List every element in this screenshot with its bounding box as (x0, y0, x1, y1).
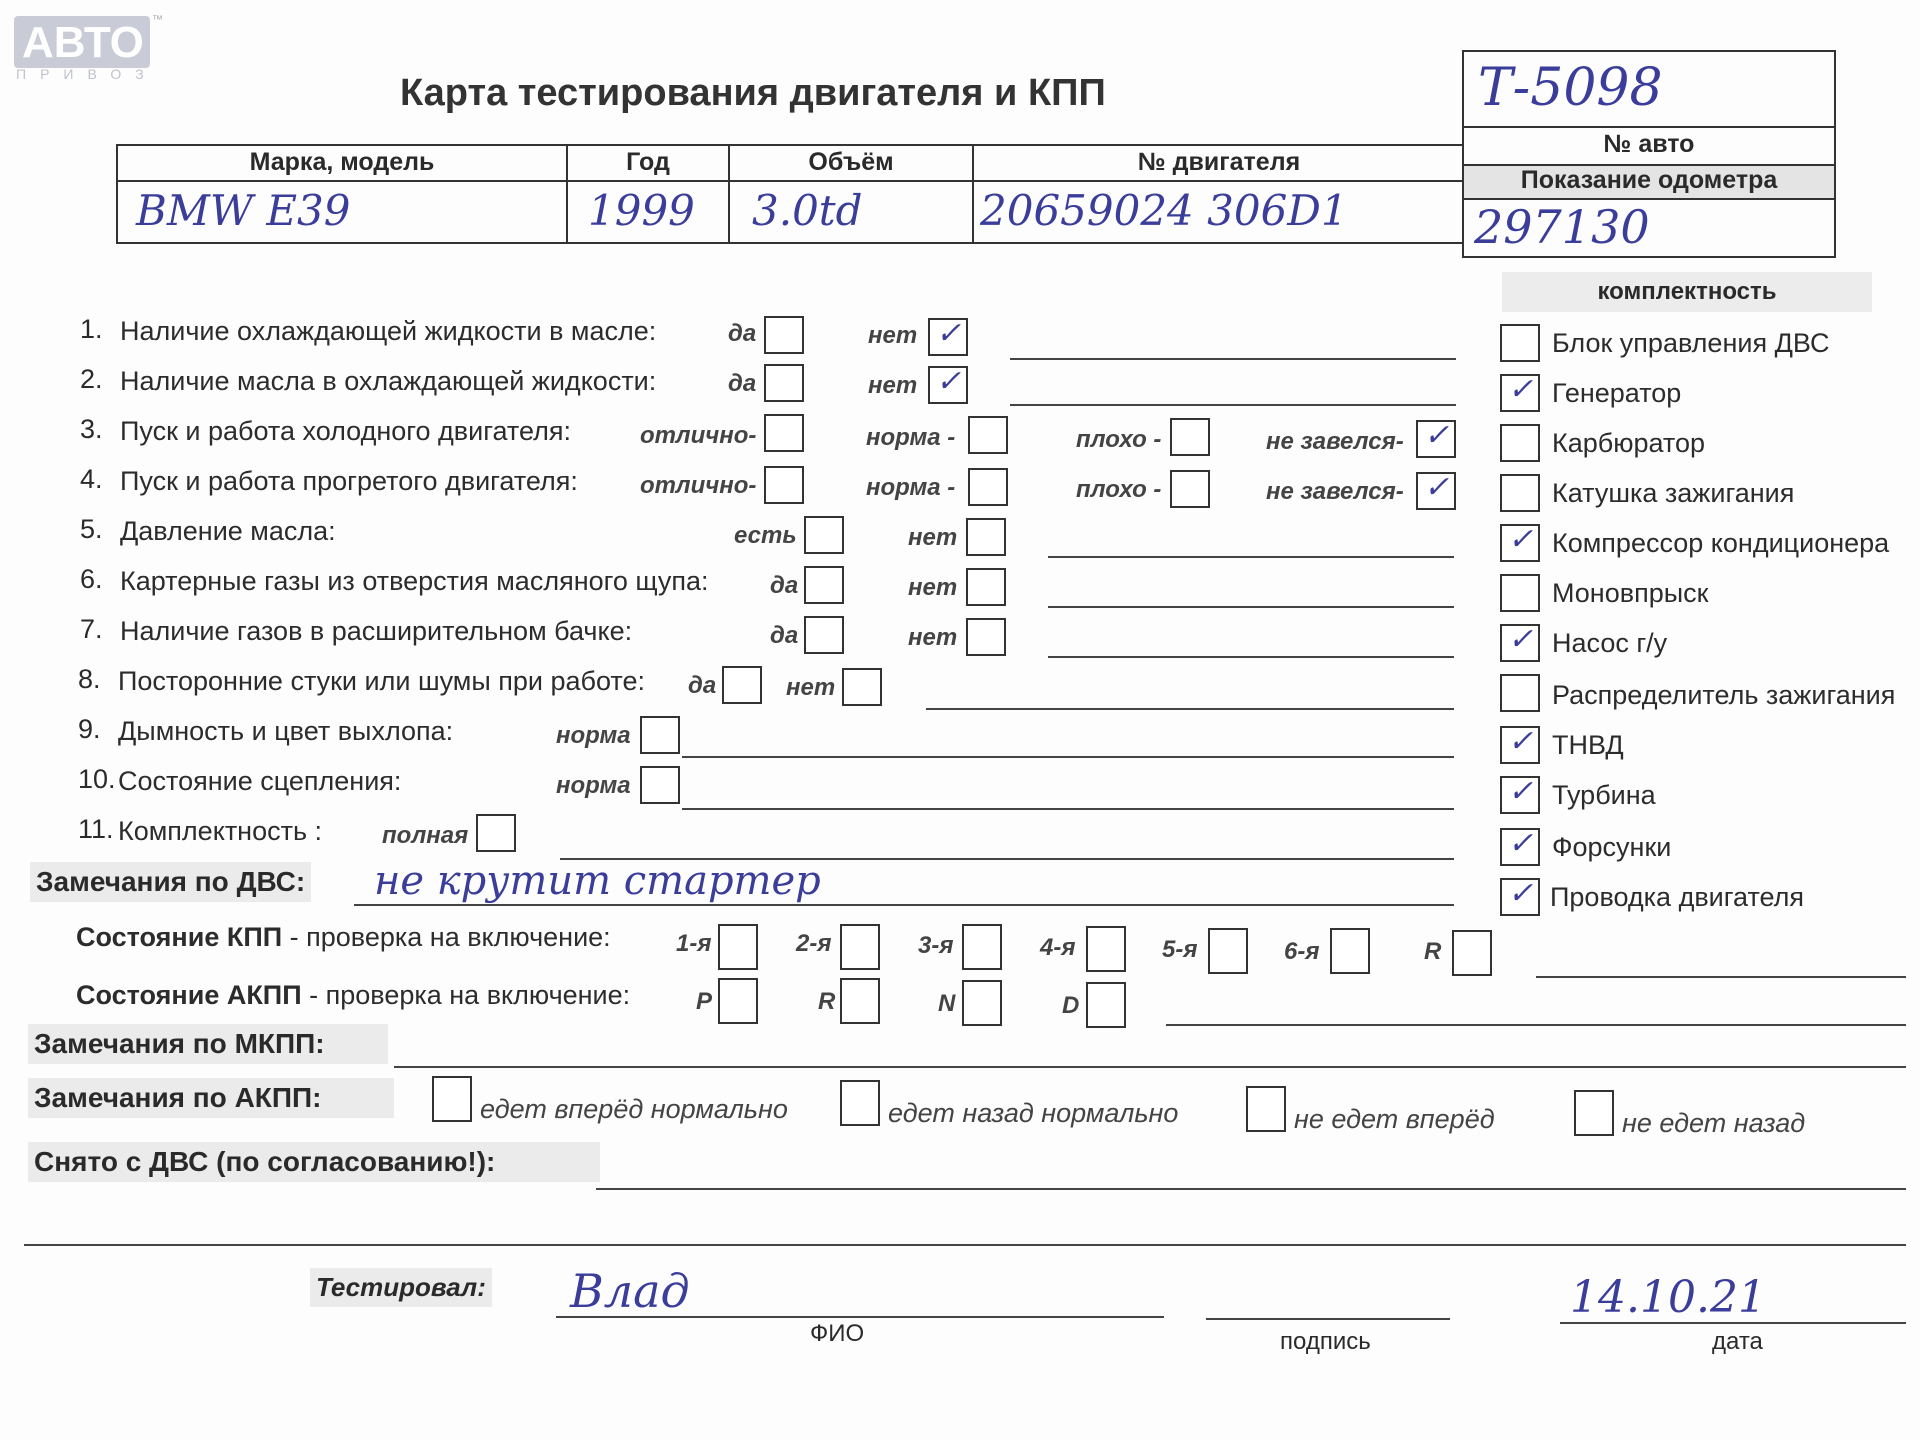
row-6-yes-checkbox[interactable] (804, 566, 844, 604)
car-number-label: № авто (1603, 130, 1695, 158)
row-3-number: 3. (80, 414, 103, 444)
row-8-number: 8. (78, 664, 101, 694)
col-make-model: Марка, модель (249, 148, 435, 176)
car-box (1462, 50, 1836, 258)
akpp-d-checkbox[interactable] (1086, 982, 1126, 1028)
row-3-opt-normal: норма - (866, 424, 956, 451)
gear-6-checkbox[interactable] (1330, 928, 1370, 974)
row-4-no-start-checkbox[interactable] (1416, 472, 1456, 510)
row-10-line (682, 808, 1454, 810)
mkpp-remarks-line (394, 1066, 1906, 1068)
auto-gearbox-label-bold: Состояние АКПП (76, 980, 302, 1010)
row-1-opt-no: нет (868, 322, 918, 349)
completeness-checkbox-0[interactable] (1500, 324, 1540, 362)
row-4-bad-checkbox[interactable] (1170, 470, 1210, 508)
gear-4-checkbox[interactable] (1086, 926, 1126, 972)
removed-label: Снято с ДВС (по согласованию!): (28, 1142, 600, 1182)
row-10-normal-checkbox[interactable] (640, 766, 680, 804)
completeness-label-11: Проводка двигателя (1550, 882, 1804, 912)
row-3-no-start-checkbox[interactable] (1416, 420, 1456, 458)
akpp-no-forward-label: не едет вперёд (1294, 1104, 1495, 1134)
gear-3-label: 3-я (918, 932, 954, 959)
row-4-number: 4. (80, 464, 103, 494)
akpp-p-checkbox[interactable] (718, 978, 758, 1024)
row-5-opt-yes: есть (734, 522, 797, 549)
row-5-opt-no: нет (908, 524, 958, 551)
row-9-number: 9. (78, 714, 101, 744)
row-11-opt-full: полная (382, 822, 469, 849)
completeness-label-2: Карбюратор (1552, 428, 1706, 458)
row-8-opt-no: нет (786, 674, 836, 701)
row-8-opt-yes: да (688, 672, 717, 699)
row-4-normal-checkbox[interactable] (968, 468, 1008, 506)
row-8-label: Посторонние стуки или шумы при работе: (118, 666, 645, 696)
odometer-value: 297130 (1474, 200, 1650, 254)
completeness-label-1: Генератор (1552, 378, 1682, 408)
gear-r-checkbox[interactable] (1452, 930, 1492, 976)
row-7-yes-checkbox[interactable] (804, 616, 844, 654)
row-2-yes-checkbox[interactable] (764, 364, 804, 402)
date-caption: дата (1712, 1328, 1763, 1355)
completeness-checkbox-9[interactable] (1500, 776, 1540, 814)
completeness-checkbox-1[interactable] (1500, 374, 1540, 412)
row-10-label: Состояние сцепления: (118, 766, 402, 796)
row-3-normal-checkbox[interactable] (968, 416, 1008, 454)
row-6-no-checkbox[interactable] (966, 568, 1006, 606)
manual-gearbox-label-bold: Состояние КПП (76, 922, 283, 952)
gear-5-label: 5-я (1162, 936, 1198, 963)
row-11-label: Комплектность : (118, 816, 323, 846)
completeness-checkbox-8[interactable] (1500, 726, 1540, 764)
logo-sub: ПРИВОЗ (16, 66, 158, 82)
col-year: Год (626, 148, 670, 176)
name-caption: ФИО (810, 1320, 865, 1347)
row-5-label: Давление масла: (120, 516, 336, 546)
page-title: Карта тестирования двигателя и КПП (400, 72, 1106, 114)
row-7-opt-yes: да (770, 622, 799, 649)
akpp-d-label: D (1062, 992, 1080, 1019)
row-1-yes-checkbox[interactable] (764, 316, 804, 354)
completeness-checkbox-7[interactable] (1500, 674, 1540, 712)
row-1-number: 1. (80, 314, 103, 344)
row-2-line (1010, 404, 1456, 406)
akpp-p-label: P (696, 988, 713, 1015)
gear-4-label: 4-я (1040, 934, 1076, 961)
row-1-no-checkbox[interactable] (928, 318, 968, 356)
completeness-label-4: Компрессор кондиционера (1552, 528, 1890, 558)
row-3-excellent-checkbox[interactable] (764, 414, 804, 452)
manual-gearbox-label (76, 922, 611, 953)
akpp-no-backward-checkbox[interactable] (1574, 1090, 1614, 1136)
akpp-no-forward-checkbox[interactable] (1246, 1086, 1286, 1132)
row-8-line (926, 708, 1454, 710)
col-engine-number: № двигателя (1137, 148, 1301, 176)
row-2-opt-no: нет (868, 372, 918, 399)
akpp-backward-ok-checkbox[interactable] (840, 1080, 880, 1126)
akpp-n-checkbox[interactable] (962, 980, 1002, 1026)
row-4-opt-no-start: не завелся- (1266, 478, 1404, 505)
gear-1-checkbox[interactable] (718, 924, 758, 970)
completeness-label-7: Распределитель зажигания (1552, 680, 1896, 710)
signature-caption: подпись (1280, 1328, 1371, 1355)
auto-gearbox-label (76, 980, 630, 1011)
akpp-remarks-label: Замечания по АКПП: (28, 1078, 394, 1118)
akpp-r-checkbox[interactable] (840, 978, 880, 1024)
row-3-opt-bad: плохо - (1076, 426, 1162, 453)
akpp-r-label: R (818, 988, 836, 1015)
engine-remarks-line (354, 904, 1454, 906)
gear-6-label: 6-я (1284, 938, 1320, 965)
row-4-label: Пуск и работа прогретого двигателя: (120, 466, 578, 496)
engine-number-value: 20659024 306D1 (980, 186, 1348, 235)
row-4-excellent-checkbox[interactable] (764, 466, 804, 504)
extra-line (24, 1244, 1906, 1246)
row-9-opt-normal: норма (556, 722, 631, 749)
completeness-checkbox-2[interactable] (1500, 424, 1540, 462)
row-4-opt-excellent: отлично- (640, 472, 757, 499)
row-6-line (1048, 606, 1454, 608)
volume-value: 3.0td (752, 186, 863, 235)
completeness-header: комплектность (1502, 272, 1872, 312)
row-6-opt-yes: да (770, 572, 799, 599)
completeness-checkbox-11[interactable] (1500, 878, 1540, 916)
make-model-value: BMW E39 (136, 186, 351, 235)
row-3-bad-checkbox[interactable] (1170, 418, 1210, 456)
row-9-normal-checkbox[interactable] (640, 716, 680, 754)
year-value: 1999 (588, 186, 695, 235)
logo-tm: ™ (152, 14, 163, 26)
gear-2-checkbox[interactable] (840, 924, 880, 970)
akpp-forward-ok-label: едет вперёд нормально (480, 1094, 788, 1124)
row-5-number: 5. (80, 514, 103, 544)
completeness-label-5: Моновпрыск (1552, 578, 1709, 608)
row-2-no-checkbox[interactable] (928, 366, 968, 404)
row-7-opt-no: нет (908, 624, 958, 651)
col-volume: Объём (808, 148, 894, 176)
date-line (1560, 1322, 1906, 1324)
row-10-number: 10. (78, 764, 116, 794)
completeness-checkbox-5[interactable] (1500, 574, 1540, 612)
row-1-line (1010, 358, 1456, 360)
row-9-line (682, 756, 1454, 758)
engine-remarks-label: Замечания по ДВС: (30, 862, 311, 902)
row-7-number: 7. (80, 614, 103, 644)
row-4-opt-bad: плохо - (1076, 476, 1162, 503)
row-6-label: Картерные газы из отверстия масляного щупа: (120, 566, 709, 596)
row-8-no-checkbox[interactable] (842, 668, 882, 706)
row-2-label: Наличие масла в охлаждающей жидкости: (120, 366, 657, 396)
completeness-checkbox-10[interactable] (1500, 828, 1540, 866)
row-8-yes-checkbox[interactable] (722, 666, 762, 704)
tester-name-value: Влад (570, 1264, 690, 1318)
row-2-opt-yes: да (728, 370, 757, 397)
akpp-no-backward-label: не едет назад (1622, 1108, 1806, 1138)
row-4-opt-normal: норма - (866, 474, 956, 501)
row-1-label: Наличие охлаждающей жидкости в масле: (120, 316, 657, 346)
auto-gearbox-line (1166, 1024, 1906, 1026)
date-value: 14.10.21 (1570, 1272, 1766, 1323)
row-5-line (1048, 556, 1454, 558)
row-9-label: Дымность и цвет выхлопа: (118, 716, 454, 746)
logo (14, 14, 163, 68)
car-number-value: Т-5098 (1478, 58, 1663, 118)
tested-by-label: Тестировал: (310, 1268, 492, 1307)
gear-2-label: 2-я (796, 930, 832, 957)
gear-5-checkbox[interactable] (1208, 928, 1248, 974)
row-6-number: 6. (80, 564, 103, 594)
removed-line (596, 1188, 1906, 1190)
row-7-no-checkbox[interactable] (966, 618, 1006, 656)
manual-gearbox-line (1536, 976, 1906, 978)
row-3-opt-excellent: отлично- (640, 422, 757, 449)
row-11-full-checkbox[interactable] (476, 814, 516, 852)
logo-main: АВТО (22, 18, 144, 67)
row-6-opt-no: нет (908, 574, 958, 601)
header-table (116, 144, 1464, 244)
completeness-checkbox-4[interactable] (1500, 524, 1540, 562)
row-10-opt-normal: норма (556, 772, 631, 799)
row-2-number: 2. (80, 364, 103, 394)
completeness-label-3: Катушка зажигания (1552, 478, 1795, 508)
row-1-opt-yes: да (728, 320, 757, 347)
completeness-label-8: ТНВД (1552, 730, 1624, 760)
mkpp-remarks-label: Замечания по МКПП: (28, 1024, 388, 1064)
signature-line (1206, 1318, 1450, 1320)
row-3-opt-no-start: не завелся- (1266, 428, 1404, 455)
engine-remarks-value: не крутит стартер (374, 858, 821, 904)
completeness-label-0: Блок управления ДВС (1552, 328, 1830, 358)
row-7-label: Наличие газов в расширительном бачке: (120, 616, 633, 646)
completeness-label-10: Форсунки (1552, 832, 1672, 862)
auto-gearbox-label-rest: - проверка на включение: (301, 980, 631, 1010)
row-7-line (1048, 656, 1454, 658)
row-5-no-checkbox[interactable] (966, 518, 1006, 556)
completeness-checkbox-6[interactable] (1500, 624, 1540, 662)
completeness-label-6: Насос г/у (1552, 628, 1668, 658)
manual-gearbox-label-rest: - проверка на включение: (282, 922, 611, 952)
completeness-checkbox-3[interactable] (1500, 474, 1540, 512)
akpp-n-label: N (938, 990, 956, 1017)
completeness-label-9: Турбина (1552, 780, 1656, 810)
akpp-backward-ok-label: едет назад нормально (888, 1098, 1179, 1128)
row-5-yes-checkbox[interactable] (804, 516, 844, 554)
gear-1-label: 1-я (676, 930, 712, 957)
gear-r-label: R (1424, 938, 1442, 965)
akpp-forward-ok-checkbox[interactable] (432, 1076, 472, 1122)
name-line (556, 1316, 1164, 1318)
odometer-label: Показание одометра (1464, 166, 1834, 198)
row-11-number: 11. (78, 814, 114, 844)
gear-3-checkbox[interactable] (962, 924, 1002, 970)
row-3-label: Пуск и работа холодного двигателя: (120, 416, 571, 446)
